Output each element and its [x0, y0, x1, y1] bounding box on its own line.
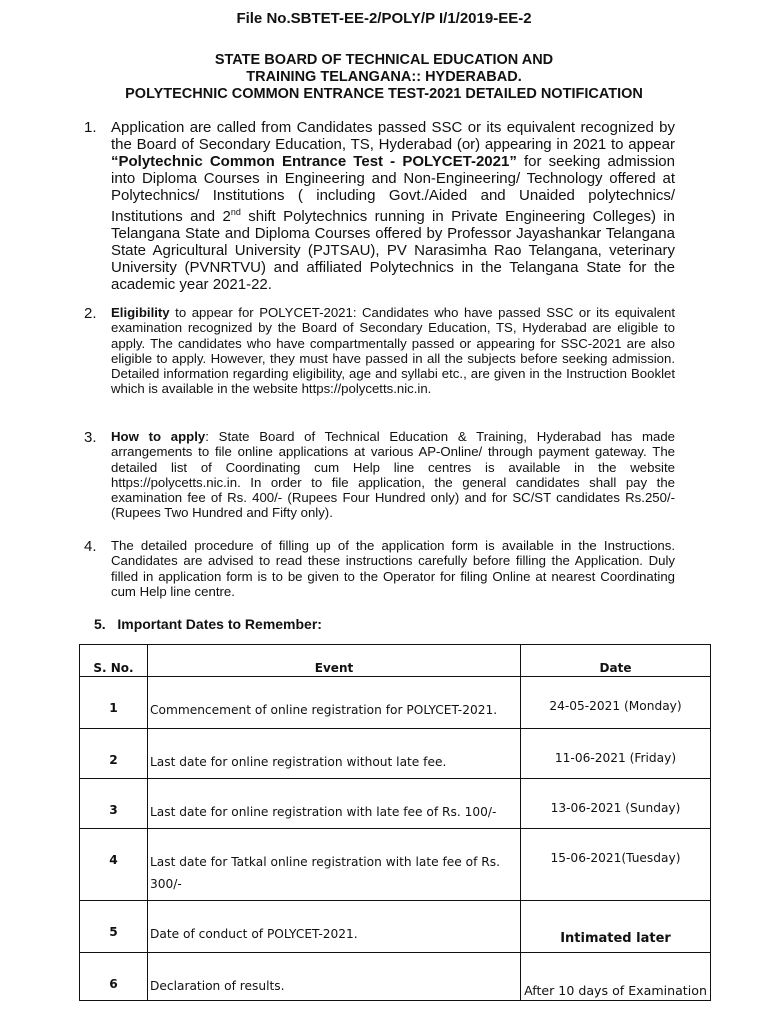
table-row: [80, 901, 711, 953]
header-line-2: TRAINING TELANGANA:: HYDERABAD.: [246, 69, 522, 85]
row-event: Last date for online registration with late fee of Rs. 100/-: [148, 779, 521, 829]
column-header-event: Event: [148, 645, 521, 677]
row-event: Commencement of online registration for POLYCET-2021.: [148, 677, 521, 729]
table-row: [80, 677, 711, 729]
paragraph-2-number: 2.: [84, 305, 97, 322]
paragraph-1-text-c: for seeking admission into Diploma Courses in Engineering and Non-Engineering/ Technology offered at Polytechnics/ Institutions ( including Govt./Aided and Unaided polytechnics/ Institutions and 2: [111, 153, 675, 225]
table-row: [80, 729, 711, 779]
document-header: [0, 52, 768, 103]
table-row: [80, 953, 711, 1001]
paragraph-3: [111, 429, 675, 521]
ordinal-suffix: nd: [230, 207, 241, 217]
paragraph-1-number: 1.: [84, 119, 97, 136]
file-number: File No.SBTET-EE-2/POLY/P I/1/2019-EE-2: [236, 10, 532, 27]
paragraph-2-text: to appear for POLYCET-2021: Candidates who have passed SSC or its equivalent examination recognized by the Board of Secondary Education, TS, Hyderabad are eligible to apply. The candidates who have compartmentally passed or appearing for SSC-2021 are also eligible to apply. However, they must have passed in all the subjects before seeking admission. Detailed information regarding eligibility, age and syllabi etc., are given in the Instruction Booklet which is available in the website https://polycetts.nic.in.: [111, 305, 675, 397]
row-sno: 3: [80, 779, 148, 829]
paragraph-1-text-a: Application are called from Candidates passed SSC or its equivalent recognized by the Board of Secondary Education, TS, Hyderabad (or) appearing in 2021 to appear: [111, 119, 675, 153]
row-event: Declaration of results.: [148, 953, 521, 1001]
row-event: Last date for Tatkal online registration with late fee of Rs. 300/-: [148, 829, 521, 901]
paragraph-4-number: 4.: [84, 538, 97, 555]
eligibility-heading: Eligibility: [111, 305, 170, 320]
table-row: [80, 829, 711, 901]
table-header-row: [80, 645, 711, 677]
row-date: 13-06-2021 (Sunday): [521, 779, 711, 829]
row-date: 24-05-2021 (Monday): [521, 677, 711, 729]
important-dates-table: [79, 644, 711, 1001]
column-header-sno: S. No.: [80, 645, 148, 677]
row-sno: 5: [80, 901, 148, 953]
row-event: Last date for online registration without late fee.: [148, 729, 521, 779]
table-row: [80, 779, 711, 829]
row-sno: 6: [80, 953, 148, 1001]
row-date: 11-06-2021 (Friday): [521, 729, 711, 779]
paragraph-3-number: 3.: [84, 429, 97, 446]
section-5-number: 5.: [94, 616, 106, 632]
row-sno: 1: [80, 677, 148, 729]
row-date: After 10 days of Examination: [521, 953, 711, 1001]
polycet-title: “Polytechnic Common Entrance Test - POLYCET-2021”: [111, 153, 517, 170]
header-line-1: STATE BOARD OF TECHNICAL EDUCATION AND: [214, 52, 554, 68]
how-to-apply-heading: How to apply: [111, 429, 206, 444]
row-event: Date of conduct of POLYCET-2021.: [148, 901, 521, 953]
row-sno: 4: [80, 829, 148, 901]
paragraph-4: The detailed procedure of filling up of the application form is available in the Instructions. Candidates are advised to read these instructions carefully before filling the Application. Duly filled in application form is to be given to the Operator for filing Online at nearest Coordinating cum Help line centre.: [111, 538, 675, 599]
paragraph-3-text: : State Board of Technical Education & Training, Hyderabad has made arrangements to file online applications at various AP-Online/ through payment gateway. The detailed list of Coordinating cum Help line centres is available in the website https://polycetts.nic.in. In order to file application, the general candidates shall pay the examination fee of Rs. 400/- (Rupees Four Hundred only) and for SC/ST candidates Rs.250/- (Rupees Two Hundred and Fifty only).: [111, 429, 675, 521]
header-line-3: POLYTECHNIC COMMON ENTRANCE TEST-2021 DETAILED NOTIFICATION: [125, 86, 643, 102]
row-date: Intimated later: [521, 901, 711, 953]
important-dates-title: Important Dates to Remember:: [117, 616, 322, 632]
paragraph-1: [111, 119, 675, 293]
paragraph-1-text-d: shift Polytechnics running in Private Engineering Colleges) in Telangana State and Diploma Courses offered by Professor Jayashankar Telangana State Agricultural University (PJTSAU), PV Narasimha Rao Telangana, veterinary University (PVNRTVU) and affiliated Polytechnics in the Telangana State for the academic year 2021-22.: [111, 208, 675, 293]
paragraph-2: [111, 305, 675, 397]
row-date: 15-06-2021(Tuesday): [521, 829, 711, 901]
important-dates-heading: [94, 616, 322, 632]
column-header-date: Date: [521, 645, 711, 677]
row-sno: 2: [80, 729, 148, 779]
